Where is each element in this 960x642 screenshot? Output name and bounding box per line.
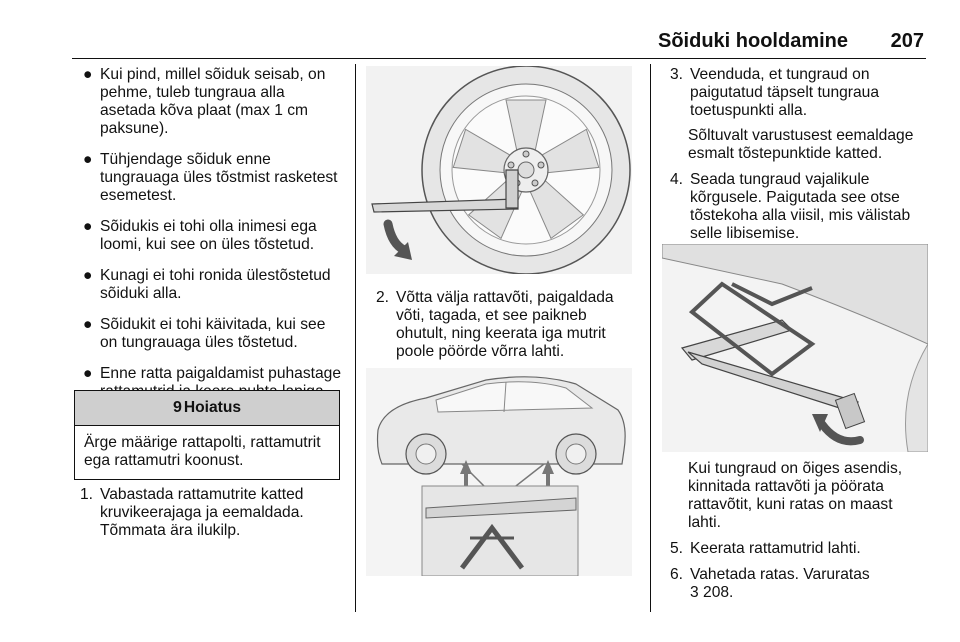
column-3 <box>664 66 928 243</box>
page-reference-icon: 3 <box>690 584 699 601</box>
section-title: Sõiduki hooldamine <box>657 30 848 52</box>
wheel-wrench-illustration <box>366 66 632 274</box>
page-reference-link[interactable]: 208. <box>703 584 734 601</box>
warning-header <box>75 391 339 426</box>
list-item: ● Enne ratta paigaldamist puhastage <box>83 365 342 382</box>
warning-box <box>74 390 340 480</box>
step-6: 6. Vahetada ratas. Varuratas 3 208. <box>670 566 870 601</box>
warning-icon: 9 <box>172 399 182 416</box>
step-2: 2. Võtta välja rattavõti, paigaldada võti, tagada, et see paikneb ohutult, ning keerata iga mutrit poole pöörde võrra lahti. <box>376 289 614 360</box>
step-3-note: Sõltuvalt varustusest eemaldage esmalt tõstepunktide katted. <box>688 127 914 162</box>
list-item: ● Sõidukit ei tohi käivitada, kui see on tungrauaga üles tõstetud. <box>83 316 326 351</box>
step-1: 1. Vabastada rattamutrite katted kruvikeerajaga ja eemaldada. Tõmmata ära ilukilp. <box>80 486 304 539</box>
car-jacking-points-illustration <box>366 368 632 576</box>
page-number: 207 <box>890 30 924 52</box>
list-item: ● Tühjendage sõiduk enne tungrauaga üles tõstmist rasketest esemetest. <box>83 151 338 204</box>
header-rule <box>72 58 926 59</box>
warning-title: Hoiatus <box>183 399 242 416</box>
step-4: 4. Seada tungraud vajalikule kõrgusele. Paigutada see otse tõstekoha alla viisil, mis välistab selle libisemise. <box>670 171 911 242</box>
column-divider-2 <box>650 64 651 612</box>
step-3: 3. Veenduda, et tungraud on paigutatud täpselt tungraua toetuspunkti alla. <box>670 66 880 119</box>
step-4-note: Kui tungraud on õiges asendis, kinnitada rattavõti ja pöörata rattavõtit, kuni ratas on maast lahti. <box>688 460 903 531</box>
list-item: ● Sõidukis ei tohi olla inimesi ega loomi, kui see on üles tõstetud. <box>83 218 317 253</box>
list-item: ● Kui pind, millel sõiduk seisab, on pehme, tuleb tungraua alla asetada kõva plaat (max 1 cm paksune). <box>83 66 326 137</box>
warning-text: Ärge määrige rattapolti, rattamutrit ega rattamutri koonust. <box>84 434 321 469</box>
column-3-lower <box>664 460 928 602</box>
column-divider-1 <box>355 64 356 612</box>
page-header <box>0 0 960 60</box>
step-5: 5. Keerata rattamutrid lahti. <box>670 540 861 557</box>
bullet-list <box>74 66 344 414</box>
scissor-jack-illustration <box>662 244 928 452</box>
list-item: ● Kunagi ei tohi ronida ülestõstetud sõiduki alla. <box>83 267 331 302</box>
